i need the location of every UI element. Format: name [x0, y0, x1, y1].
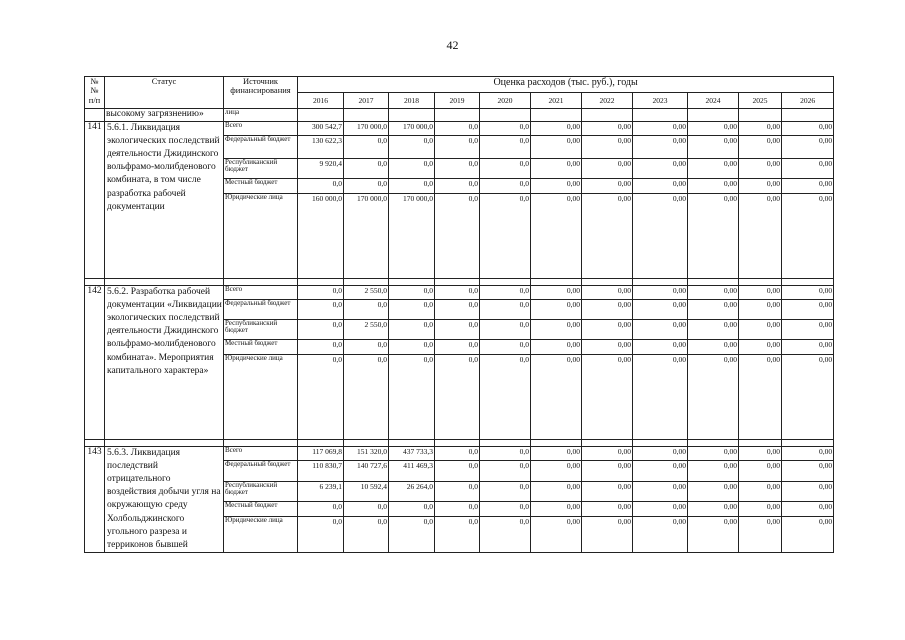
amount-cell: 0,00 [739, 320, 782, 340]
amount-cell: 0,00 [739, 340, 782, 355]
amount-cell: 0,0 [298, 517, 344, 553]
amount-cell: 6 239,1 [298, 481, 344, 501]
year-header: 2024 [688, 93, 739, 109]
amount-cell: 0,00 [688, 122, 739, 136]
amount-cell: 2 550,0 [344, 286, 389, 300]
amount-cell: 0,0 [435, 340, 480, 355]
amount-cell: 0,00 [739, 501, 782, 516]
amount-cell: 26 264,0 [389, 481, 435, 501]
amount-cell: 0,0 [435, 355, 480, 440]
continuation-source: лица [224, 109, 298, 122]
amount-cell: 0,00 [782, 194, 834, 279]
amount-cell: 0,00 [688, 447, 739, 461]
amount-cell: 0,00 [688, 340, 739, 355]
amount-cell: 0,00 [688, 194, 739, 279]
amount-cell: 2 550,0 [344, 320, 389, 340]
amount-cell: 0,00 [531, 194, 582, 279]
year-header: 2023 [633, 93, 688, 109]
amount-cell: 0,00 [688, 501, 739, 516]
amount-cell: 0,00 [582, 355, 633, 440]
amount-cell: 0,00 [531, 179, 582, 194]
amount-cell: 0,00 [739, 194, 782, 279]
year-header: 2021 [531, 93, 582, 109]
amount-cell: 0,00 [582, 340, 633, 355]
amount-cell: 0,00 [582, 122, 633, 136]
year-header: 2025 [739, 93, 782, 109]
amount-cell: 0,0 [344, 300, 389, 320]
funding-source: Всего [224, 122, 298, 136]
continuation-index [85, 109, 105, 122]
amount-cell: 0,0 [480, 481, 531, 501]
amount-cell: 0,00 [633, 300, 688, 320]
funding-source: Республиканский бюджет [224, 320, 298, 340]
amount-cell: 0,0 [389, 340, 435, 355]
amount-cell: 0,0 [480, 159, 531, 179]
amount-cell: 411 469,3 [389, 461, 435, 481]
amount-cell: 0,00 [782, 286, 834, 300]
amount-cell: 0,00 [633, 447, 688, 461]
amount-cell: 0,0 [298, 286, 344, 300]
amount-cell: 0,0 [435, 517, 480, 553]
amount-cell: 0,00 [633, 122, 688, 136]
year-header: 2016 [298, 93, 344, 109]
amount-cell: 0,0 [480, 286, 531, 300]
amount-cell: 0,00 [688, 300, 739, 320]
amount-cell: 117 069,8 [298, 447, 344, 461]
amount-cell: 0,00 [633, 286, 688, 300]
amount-cell: 0,0 [435, 300, 480, 320]
amount-cell: 0,00 [782, 320, 834, 340]
amount-cell: 0,00 [633, 501, 688, 516]
row-status: 5.6.3. Ликвидация последствий отрицательного воздействия добычи угля на окружающую среду Холбольджинского угольного разреза и терриконов бывшей [105, 447, 224, 553]
amount-cell: 0,0 [344, 179, 389, 194]
amount-cell: 0,00 [531, 355, 582, 440]
amount-cell: 0,0 [435, 286, 480, 300]
row-index: 142 [85, 286, 105, 440]
amount-cell: 0,00 [739, 481, 782, 501]
header-number: № № п/п [85, 77, 105, 109]
amount-cell: 0,0 [298, 340, 344, 355]
page-number: 42 [446, 38, 459, 52]
amount-cell: 0,0 [480, 136, 531, 159]
amount-cell: 0,00 [688, 481, 739, 501]
amount-cell: 0,00 [582, 501, 633, 516]
amount-cell: 0,00 [739, 286, 782, 300]
amount-cell: 0,00 [531, 122, 582, 136]
amount-cell: 0,00 [688, 355, 739, 440]
amount-cell: 0,0 [298, 179, 344, 194]
amount-cell: 0,0 [435, 159, 480, 179]
amount-cell: 0,0 [389, 355, 435, 440]
amount-cell: 0,00 [633, 179, 688, 194]
amount-cell: 0,00 [582, 300, 633, 320]
amount-cell: 0,00 [782, 481, 834, 501]
year-header: 2020 [480, 93, 531, 109]
funding-source: Всего [224, 447, 298, 461]
amount-cell: 0,0 [435, 179, 480, 194]
amount-cell: 0,0 [389, 517, 435, 553]
amount-cell: 0,00 [633, 159, 688, 179]
amount-cell: 151 320,0 [344, 447, 389, 461]
amount-cell: 0,00 [633, 136, 688, 159]
amount-cell: 0,00 [739, 447, 782, 461]
amount-cell: 0,0 [480, 194, 531, 279]
amount-cell: 0,00 [782, 300, 834, 320]
amount-cell: 0,0 [435, 481, 480, 501]
budget-table [84, 76, 834, 553]
funding-source: Федеральный бюджет [224, 300, 298, 320]
amount-cell: 0,00 [688, 320, 739, 340]
row-status: 5.6.2. Разработка рабочей документации «Ликвидации экологических последствий деятельности Джидинского вольфрамо-молибденового комбината». Мероприятия капитального характера» [105, 286, 224, 440]
funding-source: Юридические лица [224, 517, 298, 553]
amount-cell: 0,0 [480, 320, 531, 340]
amount-cell: 0,0 [435, 461, 480, 481]
amount-cell: 0,00 [633, 481, 688, 501]
amount-cell: 0,00 [582, 159, 633, 179]
amount-cell: 0,0 [480, 340, 531, 355]
header-estimate: Оценка расходов (тыс. руб.), годы [298, 77, 834, 93]
row-status: 5.6.1. Ликвидация экологических последствий деятельности Джидинского вольфрамо-молибденового комбината, в том числе разработка рабочей документации [105, 122, 224, 279]
amount-cell: 140 727,6 [344, 461, 389, 481]
amount-cell: 0,0 [344, 355, 389, 440]
amount-cell: 0,00 [633, 355, 688, 440]
amount-cell: 0,0 [480, 517, 531, 553]
amount-cell: 170 000,0 [389, 122, 435, 136]
funding-source: Республиканский бюджет [224, 159, 298, 179]
amount-cell: 0,00 [582, 517, 633, 553]
amount-cell: 0,00 [531, 300, 582, 320]
amount-cell: 0,00 [582, 481, 633, 501]
amount-cell: 0,0 [435, 122, 480, 136]
amount-cell: 0,0 [480, 122, 531, 136]
amount-cell: 0,0 [389, 300, 435, 320]
amount-cell: 10 592,4 [344, 481, 389, 501]
amount-cell: 0,00 [782, 355, 834, 440]
amount-cell: 0,00 [739, 159, 782, 179]
amount-cell: 0,00 [582, 461, 633, 481]
amount-cell: 0,0 [480, 447, 531, 461]
amount-cell: 0,0 [435, 320, 480, 340]
amount-cell: 0,0 [480, 461, 531, 481]
amount-cell: 0,00 [531, 501, 582, 516]
amount-cell: 0,0 [389, 501, 435, 516]
funding-source: Федеральный бюджет [224, 461, 298, 481]
amount-cell: 0,00 [582, 286, 633, 300]
amount-cell: 0,00 [688, 286, 739, 300]
amount-cell: 0,00 [688, 136, 739, 159]
continuation-row [85, 109, 834, 122]
table-row [85, 122, 834, 136]
funding-source: Юридические лица [224, 355, 298, 440]
table-row [85, 447, 834, 461]
amount-cell: 160 000,0 [298, 194, 344, 279]
amount-cell: 0,00 [633, 517, 688, 553]
amount-cell: 0,00 [782, 159, 834, 179]
amount-cell: 0,0 [298, 300, 344, 320]
amount-cell: 170 000,0 [344, 194, 389, 279]
header-source: Источник финансирования [224, 77, 298, 109]
year-header: 2017 [344, 93, 389, 109]
amount-cell: 0,00 [739, 122, 782, 136]
amount-cell: 0,00 [531, 340, 582, 355]
amount-cell: 0,00 [633, 194, 688, 279]
amount-cell: 0,0 [344, 501, 389, 516]
amount-cell: 0,0 [344, 340, 389, 355]
year-header: 2026 [782, 93, 834, 109]
table-row [85, 286, 834, 300]
amount-cell: 0,00 [582, 179, 633, 194]
amount-cell: 0,0 [480, 501, 531, 516]
amount-cell: 130 622,3 [298, 136, 344, 159]
amount-cell: 0,0 [480, 179, 531, 194]
amount-cell: 170 000,0 [344, 122, 389, 136]
funding-source: Всего [224, 286, 298, 300]
funding-source: Местный бюджет [224, 340, 298, 355]
amount-cell: 0,00 [782, 179, 834, 194]
amount-cell: 0,00 [582, 136, 633, 159]
amount-cell: 0,00 [582, 320, 633, 340]
amount-cell: 170 000,0 [389, 194, 435, 279]
amount-cell: 0,0 [344, 517, 389, 553]
amount-cell: 0,00 [531, 461, 582, 481]
amount-cell: 0,00 [531, 136, 582, 159]
amount-cell: 0,0 [389, 286, 435, 300]
amount-cell: 0,00 [782, 136, 834, 159]
amount-cell: 0,00 [782, 447, 834, 461]
funding-source: Местный бюджет [224, 501, 298, 516]
funding-source: Федеральный бюджет [224, 136, 298, 159]
amount-cell: 0,00 [531, 447, 582, 461]
amount-cell: 0,00 [633, 320, 688, 340]
amount-cell: 0,0 [435, 501, 480, 516]
funding-source: Республиканский бюджет [224, 481, 298, 501]
amount-cell: 0,0 [480, 355, 531, 440]
group-separator [85, 279, 834, 286]
amount-cell: 0,00 [739, 300, 782, 320]
year-header: 2018 [389, 93, 435, 109]
amount-cell: 0,00 [688, 159, 739, 179]
amount-cell: 0,0 [389, 159, 435, 179]
amount-cell: 0,0 [435, 194, 480, 279]
year-header: 2019 [435, 93, 480, 109]
amount-cell: 0,00 [582, 194, 633, 279]
amount-cell: 110 830,7 [298, 461, 344, 481]
amount-cell: 0,00 [782, 122, 834, 136]
amount-cell: 0,00 [688, 461, 739, 481]
amount-cell: 0,00 [633, 461, 688, 481]
amount-cell: 0,0 [435, 136, 480, 159]
amount-cell: 0,00 [688, 517, 739, 553]
amount-cell: 0,0 [389, 320, 435, 340]
row-index: 143 [85, 447, 105, 553]
year-header: 2022 [582, 93, 633, 109]
row-index: 141 [85, 122, 105, 279]
amount-cell: 0,0 [298, 501, 344, 516]
amount-cell: 0,00 [739, 517, 782, 553]
amount-cell: 0,00 [531, 481, 582, 501]
amount-cell: 0,0 [298, 320, 344, 340]
amount-cell: 0,00 [739, 136, 782, 159]
amount-cell: 0,00 [782, 517, 834, 553]
amount-cell: 0,0 [480, 300, 531, 320]
amount-cell: 0,00 [531, 517, 582, 553]
amount-cell: 0,0 [389, 136, 435, 159]
amount-cell: 0,00 [688, 179, 739, 194]
amount-cell: 0,00 [531, 320, 582, 340]
amount-cell: 0,00 [782, 340, 834, 355]
amount-cell: 0,00 [739, 355, 782, 440]
amount-cell: 437 733,3 [389, 447, 435, 461]
amount-cell: 300 542,7 [298, 122, 344, 136]
amount-cell: 0,0 [298, 355, 344, 440]
amount-cell: 0,00 [633, 340, 688, 355]
amount-cell: 0,00 [739, 179, 782, 194]
continuation-status: высокому загрязнению» [105, 109, 224, 122]
amount-cell: 0,0 [344, 159, 389, 179]
amount-cell: 0,00 [531, 159, 582, 179]
amount-cell: 0,00 [782, 501, 834, 516]
funding-source: Местный бюджет [224, 179, 298, 194]
amount-cell: 0,00 [531, 286, 582, 300]
group-separator [85, 440, 834, 447]
amount-cell: 0,0 [344, 136, 389, 159]
header-status: Статус [105, 77, 224, 109]
amount-cell: 0,0 [389, 179, 435, 194]
amount-cell: 0,00 [782, 461, 834, 481]
funding-source: Юридические лица [224, 194, 298, 279]
amount-cell: 0,00 [582, 447, 633, 461]
amount-cell: 0,0 [435, 447, 480, 461]
amount-cell: 0,00 [739, 461, 782, 481]
amount-cell: 9 920,4 [298, 159, 344, 179]
